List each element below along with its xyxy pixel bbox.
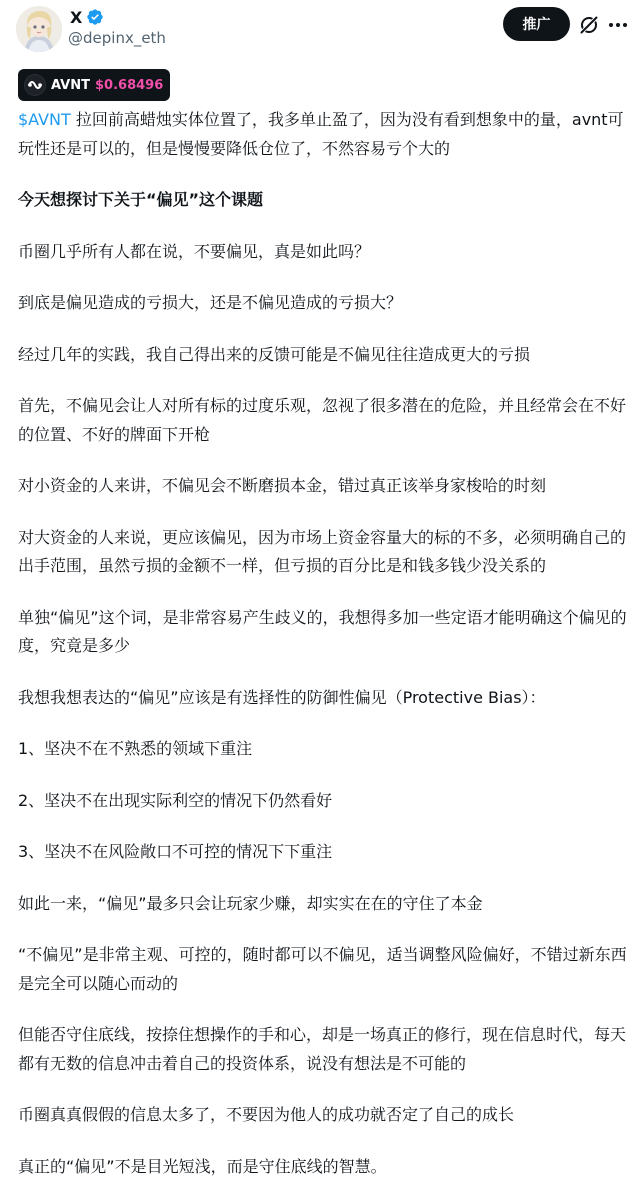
cashtag-price-chip[interactable] <box>18 69 170 101</box>
post-paragraph: 币圈真真假假的信息太多了，不要因为他人的成功就否定了自己的成长 <box>18 1105 515 1124</box>
post-paragraph: 2、坚决不在出现实际利空的情况下仍然看好 <box>18 790 333 810</box>
post-paragraph: 对小资金的人来讲，不偏见会不断磨损本金，错过真正该举身家梭哈的时刻 <box>18 476 547 495</box>
post-intro-paragraph <box>18 106 630 163</box>
post-paragraph: 但能否守住底线，按捺住想操作的手和心，却是一场真正的修行，现在信息时代，每天都有无数的信息冲击着自己的投资体系，说没有想法是不可能的 <box>18 1025 627 1073</box>
post-paragraph: 单独“偏见”这个词，是非常容易产生歧义的，我想得多加一些定语才能明确这个偏见的度，究竟是多少 <box>18 607 627 655</box>
post-paragraph: 首先，不偏见会让人对所有标的过度乐观，忽视了很多潜在的危险，并且经常会在不好的位置、不好的牌面下开枪 <box>18 396 627 444</box>
post-paragraph: 经过几年的实践，我自己得出来的反馈可能是不偏见往往造成更大的亏损 <box>18 344 531 364</box>
post-paragraph: 1、坚决不在不熟悉的领域下重注 <box>18 739 253 758</box>
post-paragraph: 3、坚决不在风险敞口不可控的情况下下重注 <box>18 842 333 861</box>
post-paragraph: 对大资金的人来说，更应该偏见，因为市场上资金容量大的标的不多，必须明确自己的出手范围，虽然亏损的金额不一样，但亏损的百分比是和钱多钱少没关系的 <box>18 527 627 575</box>
user-handle[interactable]: @depinx_eth <box>68 29 166 47</box>
post-paragraph: 如此一来，“偏见”最多只会让玩家少赚，却实实在在的守住了本金 <box>18 893 483 913</box>
post-paragraph: “不偏见”是非常主观、可控的，随时都可以不偏见，适当调整风险偏好，不错过新东西是完全可以随心而动的 <box>18 945 627 993</box>
post-paragraph: 币圈几乎所有人都在说，不要偏见，真是如此吗？ <box>18 241 371 261</box>
cashtag-link[interactable]: $AVNT <box>18 110 71 129</box>
token-price: $0.68496 <box>95 77 164 93</box>
post-paragraph: 到底是偏见造成的亏损大，还是不偏见造成的亏损大？ <box>18 293 403 312</box>
promote-button[interactable]: 推广 <box>503 7 570 41</box>
avatar-illustration-icon <box>16 6 62 52</box>
display-name[interactable]: X <box>70 7 83 27</box>
post-body <box>18 106 630 1200</box>
post-paragraph: 真正的“偏见”不是目光短浅，而是守住底线的智慧。 <box>18 1156 387 1176</box>
token-symbol: AVNT <box>51 77 90 93</box>
name-row <box>70 6 104 28</box>
post-heading-paragraph: 今天想探讨下关于“偏见”这个课题 <box>18 190 264 209</box>
avnt-token-logo-icon <box>24 74 46 96</box>
more-options-icon[interactable] <box>606 13 630 37</box>
intro-text: 拉回前高蜡烛实体位置了，我多单止盈了，因为没有看到想象中的量，avnt可玩性还是可以的，但是慢慢要降低仓位了，不然容易亏个大的 <box>18 110 624 158</box>
verified-badge-icon <box>86 8 104 26</box>
post-header <box>0 0 644 64</box>
grok-icon[interactable] <box>577 13 601 37</box>
post-paragraph: 我想我想表达的“偏见”应该是有选择性的防御性偏见（Protective Bias）： <box>18 687 546 707</box>
avatar[interactable] <box>16 6 62 52</box>
